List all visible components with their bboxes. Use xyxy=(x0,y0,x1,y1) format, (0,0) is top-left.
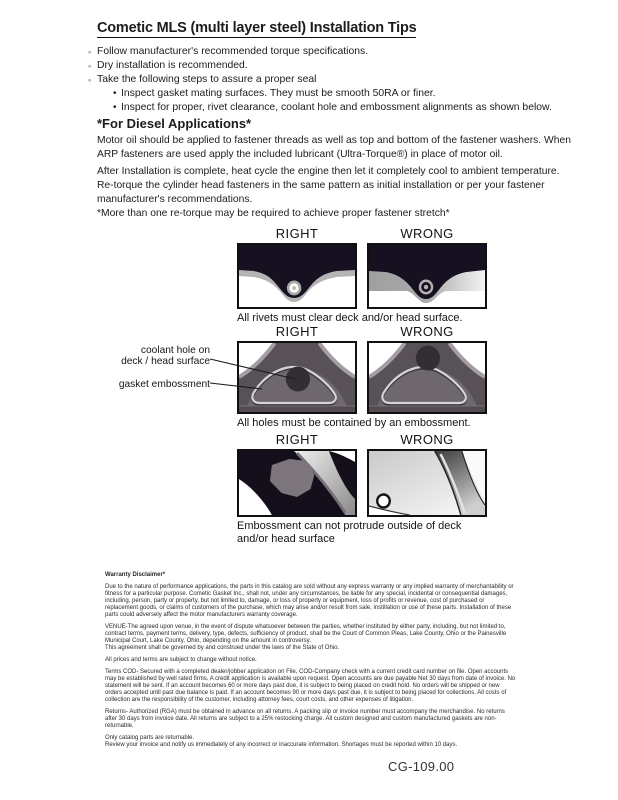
annotation-line1: coolant hole on xyxy=(140,345,210,356)
warranty-disclaimer-section xyxy=(105,572,517,749)
wrong-label: WRONG xyxy=(400,324,454,339)
prices-paragraph: All prices and terms are subject to change without notice. xyxy=(105,657,257,663)
diagram-set-rivets xyxy=(237,226,487,325)
embossment-protruding-illustration xyxy=(369,451,485,515)
retorque-note: *More than one re-torque may be required to achieve proper fastener stretch* xyxy=(97,208,450,219)
list-item xyxy=(88,59,614,73)
list-item-text: Follow manufacturer's recommended torque specifications. xyxy=(97,46,369,57)
wrong-label: WRONG xyxy=(400,432,454,447)
diagram-caption: Embossment can not protrude outside of deck and/or head surface xyxy=(237,520,462,545)
diesel-paragraph-oil: Motor oil should be applied to fastener threads as well as top and bottom of the fastener washers. When ARP fasteners are used apply the included lubricant (Ultra-Torque®) in place of motor oil. xyxy=(97,135,571,160)
page-title-text: Cometic MLS (multi layer steel) Installation Tips xyxy=(97,20,417,36)
diesel-section-heading: *For Diesel Applications* xyxy=(97,116,252,131)
diagram-set-protrusion xyxy=(237,432,487,545)
page-number: CG-109.00 xyxy=(388,759,455,774)
diagram-labels xyxy=(237,226,487,241)
bullet-marker: • xyxy=(113,88,117,99)
diagram-caption: All holes must be contained by an embossment. xyxy=(237,417,471,429)
rivet-interference-illustration xyxy=(369,245,485,307)
coolant-hole-annotation xyxy=(92,345,210,367)
right-label: RIGHT xyxy=(275,226,319,241)
list-item-text: Inspect for proper, rivet clearance, coolant hole and embossment alignments as shown below. xyxy=(121,102,552,113)
bullet-marker: ◦ xyxy=(88,75,92,85)
list-item-text: Dry installation is recommended. xyxy=(97,60,248,71)
diagram-caption: All rivets must clear deck and/or head surface. xyxy=(237,312,463,324)
page-title xyxy=(97,20,416,38)
list-item xyxy=(88,45,614,59)
warranty-disclaimer-heading: Warranty Disclaimer* xyxy=(105,572,166,578)
terms-cod-paragraph: Terms COD- Secured with a completed dealer/jobber application on File, COD-Company check with a current credit card number on file. Open accounts may be established by well rated firms. A credit application is available upon request. Open accounts are due payable Net 30 days from date of invoice. No statement will be sent. If an account becomes 60 or more days past due, it is subject to being placed on credit hold. No orders will be shipped or new orders accepted until past due balance is paid. If an account becomes 90 or more days past due, it is subject to being placed for collections. All costs of collection are the responsibility of the customer, including attorney fees, court costs, and other expenses of litigation. xyxy=(105,669,516,703)
embossment-wrong-diagram xyxy=(367,341,487,414)
installation-tips-list xyxy=(88,45,614,115)
rivet-right-diagram xyxy=(237,243,357,309)
list-item xyxy=(88,73,614,87)
protrusion-wrong-diagram xyxy=(367,449,487,517)
review-invoice-line: Review your invoice and notify us immediately of any incorrect or inaccurate information. Shortages must be reported within 10 days. xyxy=(105,742,458,748)
bullet-marker: • xyxy=(113,102,117,113)
returns-paragraph: Returns- Authorized (RGA) must be obtained in advance on all returns. A packing slip or invoice number must accompany the merchandise. No returns after 30 days from invoice date. All returns are subject to a 25% restocking charge. All custom designed and custom manufactured gaskets are non-returnable. xyxy=(105,709,505,729)
list-item-text: Inspect gasket mating surfaces. They must be smooth 50RA or finer. xyxy=(121,88,436,99)
protrusion-right-diagram xyxy=(237,449,357,517)
right-label: RIGHT xyxy=(275,432,319,447)
annotation-leader-lines xyxy=(205,350,305,395)
hole-outside-illustration xyxy=(369,343,485,412)
diagram-labels xyxy=(237,324,487,339)
bullet-marker: ◦ xyxy=(88,47,92,57)
sub-list-item xyxy=(113,87,614,101)
rivet-wrong-diagram xyxy=(367,243,487,309)
gasket-embossment-annotation: gasket embossment xyxy=(118,379,210,390)
wrong-label: WRONG xyxy=(400,226,454,241)
venue-paragraph: VENUE-The agreed upon venue, in the event of dispute whatsoever between the parties, whether instituted by either party, including, but not limited to, contract terms, payment terms, delivery, type, defects, sufficiency of product, shall be the Court of Common Pleas, Lake County, Ohio or the Painesville Municipal Court, Lake County, Ohio, depending on the amount in controversy. xyxy=(105,624,507,644)
right-label: RIGHT xyxy=(275,324,319,339)
diesel-paragraph-retorque: After Installation is complete, heat cycle the engine then let it completely cool to ambient temperature. Re-torque the cylinder head fasteners in the same pattern as initial installation or per your fastener manufacturer's recommendations. xyxy=(97,166,560,205)
sub-list-item xyxy=(113,101,614,115)
governing-law-paragraph: This agreement shall be governed by and construed under the laws of the State of Ohio. xyxy=(105,645,340,651)
embossment-inside-deck-illustration xyxy=(239,451,355,515)
bullet-marker: ◦ xyxy=(88,61,92,71)
rivet-clear-illustration xyxy=(239,245,355,307)
annotation-line2: deck / head surface xyxy=(121,356,210,367)
warranty-paragraph: Due to the nature of performance applications, the parts in this catalog are sold without any express warranty or any implied warranty of merchantability or fitness for a particular purpose. Cometic Gasket Inc., shall not, under any circumstances, be liable for any special, incidental or consequential damages, including, person, party or property, but not limited to, damage, or loss of property or equipment, loss of profits or revenue, cost of purchased or replacement goods, or claims of customers of the purchase, which may arise and/or result from sale, instillation or use of these parts. Installation of these parts could adversely affect the motor manufacturers warranty coverage. xyxy=(105,584,514,618)
catalog-parts-line: Only catalog parts are returnable. xyxy=(105,735,195,741)
list-item-text: Take the following steps to assure a proper seal xyxy=(97,74,317,85)
diagram-labels xyxy=(237,432,487,447)
